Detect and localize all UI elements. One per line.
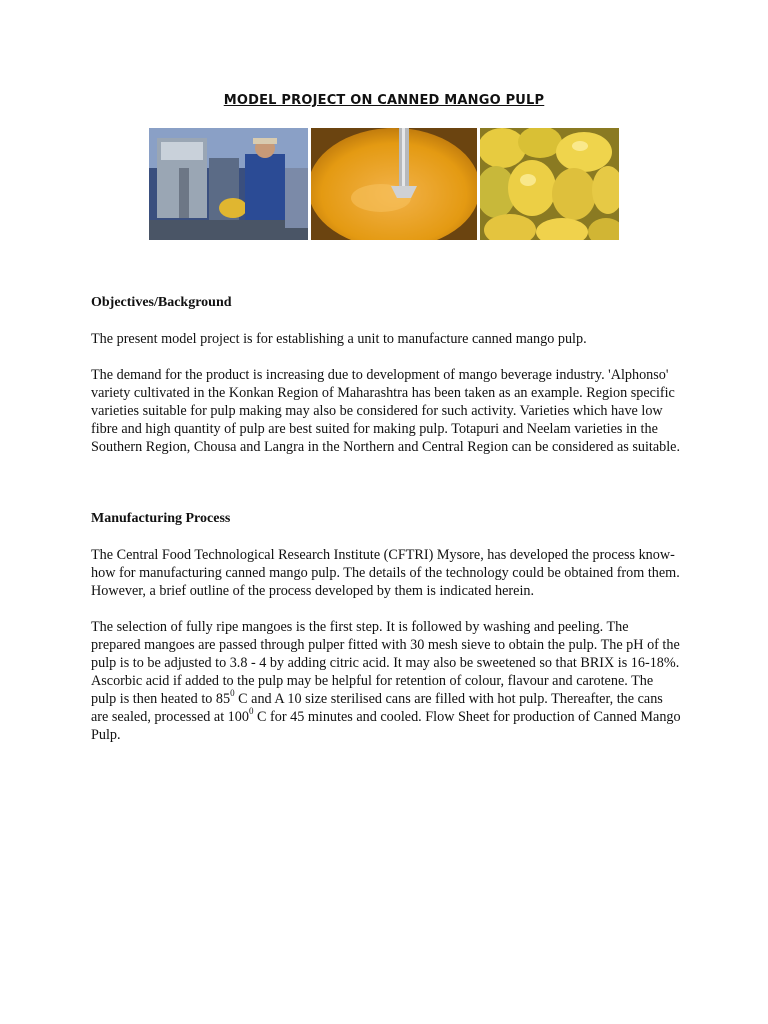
- mango-pulp-vat-photo: [311, 128, 477, 240]
- document-body: [91, 294, 681, 744]
- section-heading-manufacturing: Manufacturing Process: [91, 511, 231, 526]
- degree-superscript: 0: [248, 706, 254, 717]
- process-text-part1: The selection of fully ripe mangoes is the first step. It is followed by washing and peeling. The prepared mangoes are passed through pulper fitted with 30 mesh sieve to obtain the pulp. The pH of the pulp is to be adjusted to 3.8 - 4 by adding citric acid. It may also be sweetened so that BRIX is 16-18%. Ascorbic acid if added to the pulp may be helpful for retention of colour, flavour and carotene. The pulp is then heated to 85: [91, 619, 680, 707]
- worker-machine-photo: [149, 128, 308, 240]
- degree-superscript: 0: [230, 688, 235, 699]
- ripe-mangoes-photo: [480, 128, 619, 240]
- paragraph-objective: The present model project is for establishing a unit to manufacture canned mango pulp.: [91, 331, 587, 347]
- paragraph-process: [91, 618, 681, 744]
- header-photo-strip: [149, 128, 619, 240]
- process-text-part2: C and A 10 size sterilised cans are filled with hot pulp. Thereafter, the cans are sealed, processed at 100: [91, 691, 663, 725]
- document-title: MODEL PROJECT ON CANNED MANGO PULP: [223, 93, 545, 108]
- process-text-part3: C for 45 minutes and cooled. Flow Sheet for production of Canned Mango Pulp.: [91, 709, 681, 743]
- section-heading-objectives: Objectives/Background: [91, 295, 232, 310]
- paragraph-demand: The demand for the product is increasing due to development of mango beverage industry. 'Alphonso' variety cultivated in the Konkan Region of Maharashtra has been taken as an example. Region specific varieties suitable for pulp making may also be considered for such activity. Varieties which have low fibre and high quantity of pulp are best suited for making pulp. Totapuri and Neelam varieties in the Southern Region, Chousa and Langra in the Northern and Central Region can be considered as suitable.: [91, 367, 681, 455]
- paragraph-cftri: The Central Food Technological Research Institute (CFTRI) Mysore, has developed the process know-how for manufacturing canned mango pulp. The details of the technology could be obtained from them. However, a brief outline of the process developed by them is indicated herein.: [91, 547, 680, 599]
